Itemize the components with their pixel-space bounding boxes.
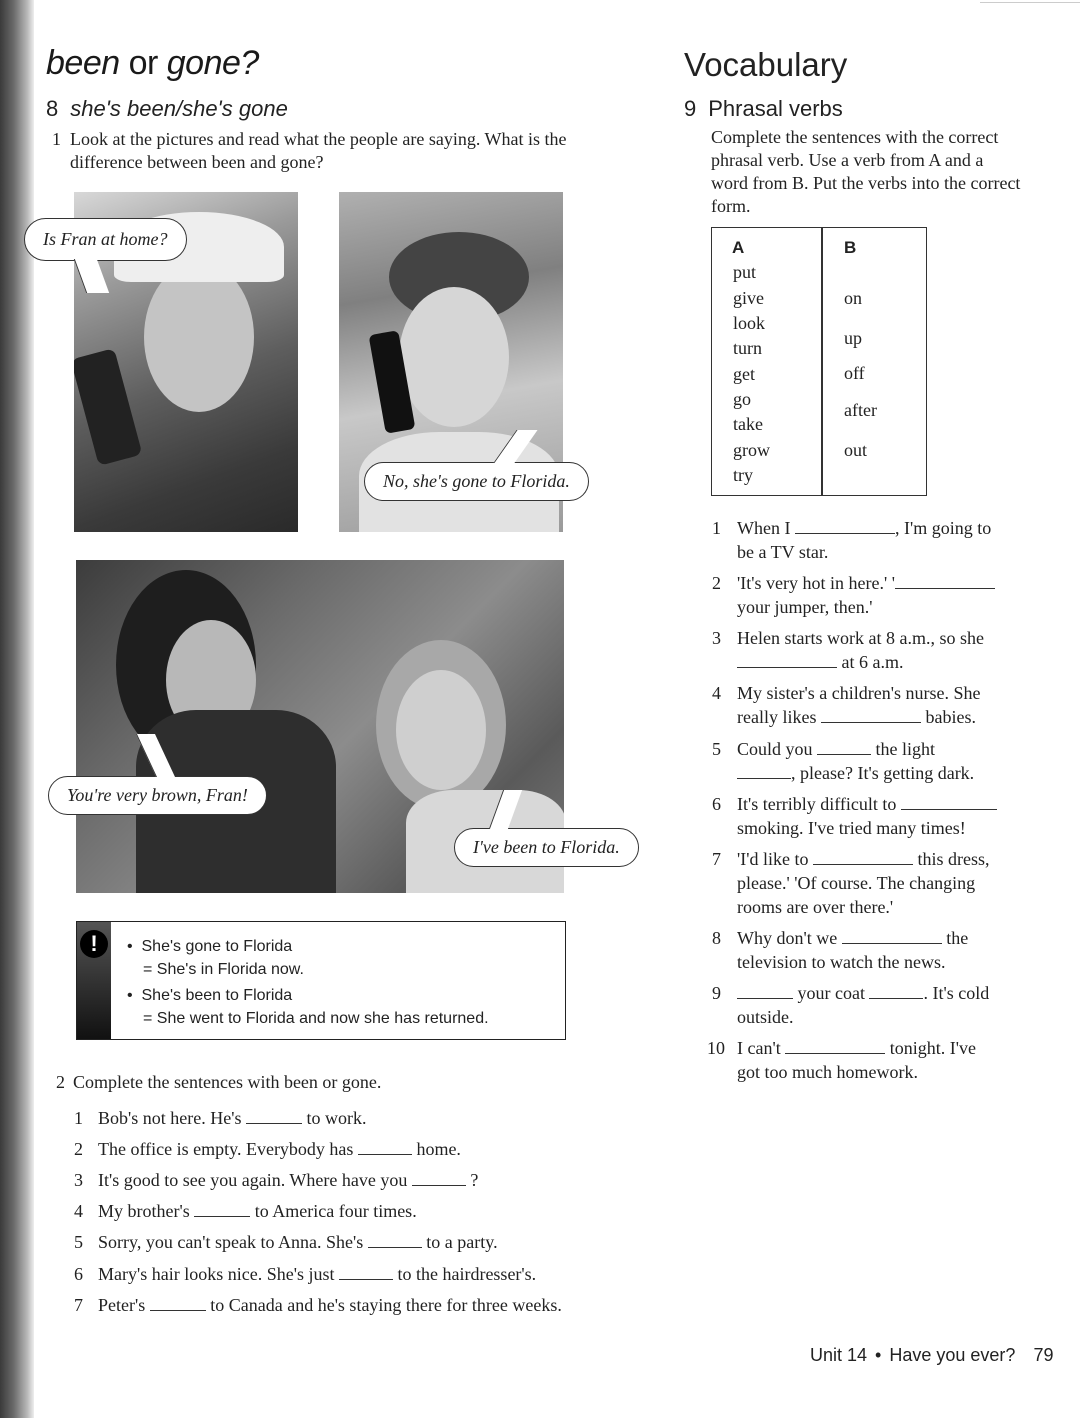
- exercise-item: 5 Sorry, you can't speak to Anna. She's to a party.: [74, 1232, 498, 1252]
- page-number: 79: [1033, 1345, 1054, 1365]
- question-2: 2 Complete the sentences with been or gone.: [56, 1072, 382, 1092]
- answer-blank[interactable]: [339, 1265, 393, 1280]
- verb-a-cell: take: [733, 414, 763, 434]
- verb-a-cell: grow: [733, 440, 770, 460]
- top-rule: [980, 2, 1080, 3]
- section-9-heading: 9 Phrasal verbs: [684, 96, 843, 121]
- word-b-cell: after: [844, 400, 877, 420]
- verb-a-cell: try: [733, 465, 753, 485]
- page-spine-shadow: [0, 0, 34, 1418]
- vocab-item: 4 My sister's a children's nurse. She really likes babies.: [712, 683, 981, 727]
- vocab-item: 5 Could you the light , please? It's getting dark.: [712, 739, 975, 783]
- column-b-header: B: [844, 238, 857, 257]
- vocab-item: 6 It's terribly difficult to smoking. I've tried many times!: [711, 792, 1016, 840]
- grammar-note-box: [76, 921, 566, 1040]
- phrasal-verb-table: [711, 227, 927, 496]
- footer-separator: •: [875, 1345, 882, 1365]
- answer-blank[interactable]: [842, 929, 942, 944]
- exercise-item: 1 Bob's not here. He's to work.: [74, 1108, 367, 1128]
- verb-a-cell: get: [733, 364, 755, 384]
- question-2-text: Complete the sentences with been or gone.: [73, 1072, 382, 1092]
- vocab-item: 1 When I , I'm going to be a TV star.: [712, 518, 992, 562]
- speech-bubble-been-to-florida: I've been to Florida.: [454, 828, 639, 867]
- verb-a-cell: look: [733, 313, 766, 333]
- column-a-header: A: [732, 238, 745, 257]
- answer-blank[interactable]: [194, 1202, 250, 1217]
- word-b-cell: out: [844, 440, 868, 460]
- vocab-item: 10 I can't tonight. I've got too much homework.: [707, 1038, 976, 1082]
- answer-blank[interactable]: [813, 850, 913, 865]
- exclamation-icon: !: [80, 930, 108, 958]
- speech-bubble-very-brown: You're very brown, Fran!: [48, 776, 267, 815]
- table-divider: [821, 228, 823, 495]
- vocab-item: 3 Helen starts work at 8 a.m., so she at 6 a.m.: [712, 628, 984, 672]
- answer-blank[interactable]: [246, 1109, 302, 1124]
- vocabulary-heading: Vocabulary: [684, 46, 848, 83]
- page-footer: [810, 1345, 1053, 1366]
- note-line-2: • She's been to Florida: [127, 987, 293, 1004]
- question-1: 1 Look at the pictures and read what the people are saying. What is the difference between been and gone?: [52, 128, 572, 174]
- section-8-heading: 8 she's been/she's gone: [46, 96, 288, 121]
- exercise-item: 6 Mary's hair looks nice. She's just to the hairdresser's.: [74, 1264, 537, 1284]
- answer-blank[interactable]: [785, 1039, 885, 1054]
- note-line-1b: = She's in Florida now.: [143, 961, 304, 978]
- answer-blank[interactable]: [737, 984, 793, 999]
- vocab-item: 8 Why don't we the television to watch the news.: [712, 928, 969, 972]
- vocab-item: 9 your coat . It's cold outside.: [712, 983, 990, 1027]
- word-b-cell: on: [844, 288, 862, 308]
- exercise-item: 3 It's good to see you again. Where have you ?: [74, 1170, 479, 1190]
- answer-blank[interactable]: [821, 708, 921, 723]
- answer-blank[interactable]: [358, 1140, 412, 1155]
- answer-blank[interactable]: [817, 740, 871, 755]
- verb-a-cell: put: [733, 262, 757, 282]
- answer-blank[interactable]: [412, 1171, 466, 1186]
- verb-a-cell: give: [733, 288, 764, 308]
- exercise-item: 2 The office is empty. Everybody has home.: [74, 1139, 461, 1159]
- page-title: been or gone?: [46, 44, 259, 82]
- speech-bubble-is-fran-home: Is Fran at home?: [24, 218, 187, 261]
- verb-a-cell: turn: [733, 338, 762, 358]
- answer-blank[interactable]: [150, 1296, 206, 1311]
- question-1-text: Look at the pictures and read what the people are saying. What is the difference between been and gone?: [70, 129, 567, 172]
- note-line-2b: = She went to Florida and now she has returned.: [143, 1010, 489, 1027]
- answer-blank[interactable]: [368, 1233, 422, 1248]
- exercise-item: 7 Peter's to Canada and he's staying there for three weeks.: [74, 1295, 562, 1315]
- unit-label: Unit 14: [810, 1345, 868, 1365]
- word-b-cell: off: [844, 363, 865, 383]
- exercise-item: 4 My brother's to America four times.: [74, 1201, 417, 1221]
- answer-blank[interactable]: [795, 519, 895, 534]
- answer-blank[interactable]: [901, 795, 997, 810]
- speech-bubble-gone-to-florida: No, she's gone to Florida.: [364, 462, 589, 501]
- answer-blank[interactable]: [869, 984, 923, 999]
- vocabulary-instructions: Complete the sentences with the correct phrasal verb. Use a verb from A and a word from B. Put the verbs into the correct form.: [711, 127, 1021, 216]
- answer-blank[interactable]: [737, 764, 791, 779]
- vocab-item: 2 'It's very hot in here.' ' your jumper, then.': [711, 571, 1016, 619]
- answer-blank[interactable]: [737, 653, 837, 668]
- verb-a-cell: go: [733, 389, 751, 409]
- answer-blank[interactable]: [895, 574, 995, 589]
- vocab-item: 7 'I'd like to this dress, please.' 'Of course. The changing rooms are over there.': [712, 849, 990, 917]
- word-b-cell: up: [844, 328, 862, 348]
- note-line-1: • She's gone to Florida: [127, 938, 293, 955]
- unit-title: Have you ever?: [889, 1345, 1016, 1365]
